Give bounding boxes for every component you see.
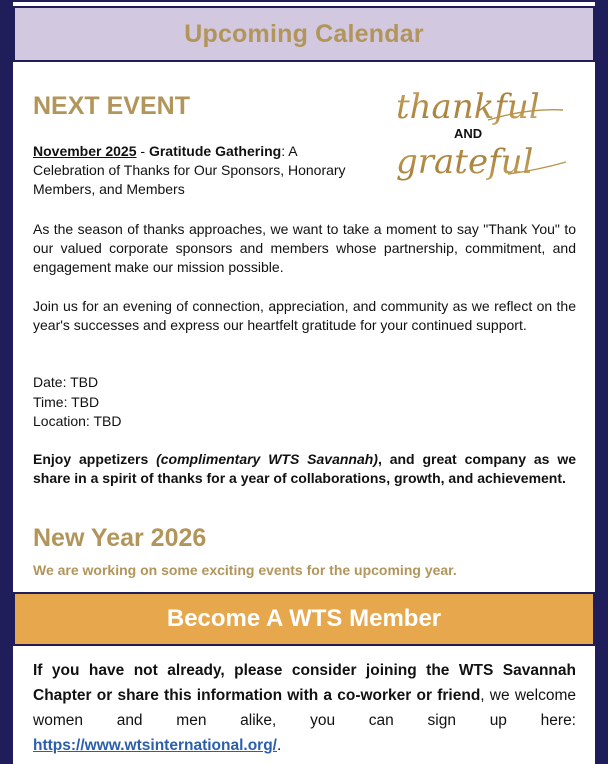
- event-date: November 2025: [33, 143, 137, 159]
- thankful-and-grateful-logo: [388, 78, 568, 186]
- event-detail-date: Date: TBD: [33, 374, 99, 390]
- enjoy-text-end: , and great company as we share in a spirit of thanks for a year of collaborations, growth, and achievement.: [33, 451, 576, 486]
- membership-paragraph: [33, 658, 576, 758]
- wts-signup-link[interactable]: https://www.wtsinternational.org/: [33, 737, 277, 754]
- logo-text-grateful: grateful: [396, 142, 534, 182]
- membership-text-end: .: [276, 737, 282, 754]
- event-dash: -: [136, 143, 149, 159]
- next-event-heading: NEXT EVENT: [33, 92, 190, 120]
- new-year-subtitle: We are working on some exciting events for the upcoming year.: [33, 562, 457, 578]
- event-title: Gratitude Gathering: [148, 143, 282, 159]
- logo-text-thankful: thankful: [396, 87, 540, 127]
- event-details: [33, 373, 121, 432]
- enjoy-text-italic: (complimentary WTS Savannah): [156, 451, 378, 467]
- event-detail-time: Time: TBD: [33, 393, 100, 410]
- upcoming-calendar-header: [13, 6, 595, 62]
- enjoy-text-start: Enjoy appetizers: [33, 451, 157, 467]
- become-member-header: [13, 592, 595, 646]
- membership-text-bold: If you have not already, please consider joining the WTS Savannah Chapter or share this information with a co-worker or friend: [33, 662, 576, 704]
- logo-text-and: AND: [454, 126, 483, 141]
- upcoming-calendar-title: Upcoming Calendar: [184, 19, 424, 48]
- event-detail-location: Location: TBD: [33, 413, 122, 429]
- event-paragraph-thanks: As the season of thanks approaches, we want to take a moment to say "Thank You" to our valued corporate sponsors and members whose partnership, commitment, and engagement make our mission possible.: [33, 221, 576, 275]
- event-enjoy-paragraph: [33, 450, 576, 488]
- become-member-title: Become A WTS Member: [166, 605, 442, 632]
- event-paragraph-join: Join us for an evening of connection, appreciation, and community as we reflect on the year's successes and express our heartfelt gratitude for your continued support.: [33, 298, 576, 333]
- event-description: : A Celebration of Thanks for Our Sponsors, Honorary Members, and Members: [33, 143, 346, 197]
- event-intro: [33, 142, 353, 199]
- new-year-title: New Year 2026: [33, 524, 207, 552]
- membership-text-plain: , we welcome women and men alike, you can sign up here:: [33, 687, 576, 729]
